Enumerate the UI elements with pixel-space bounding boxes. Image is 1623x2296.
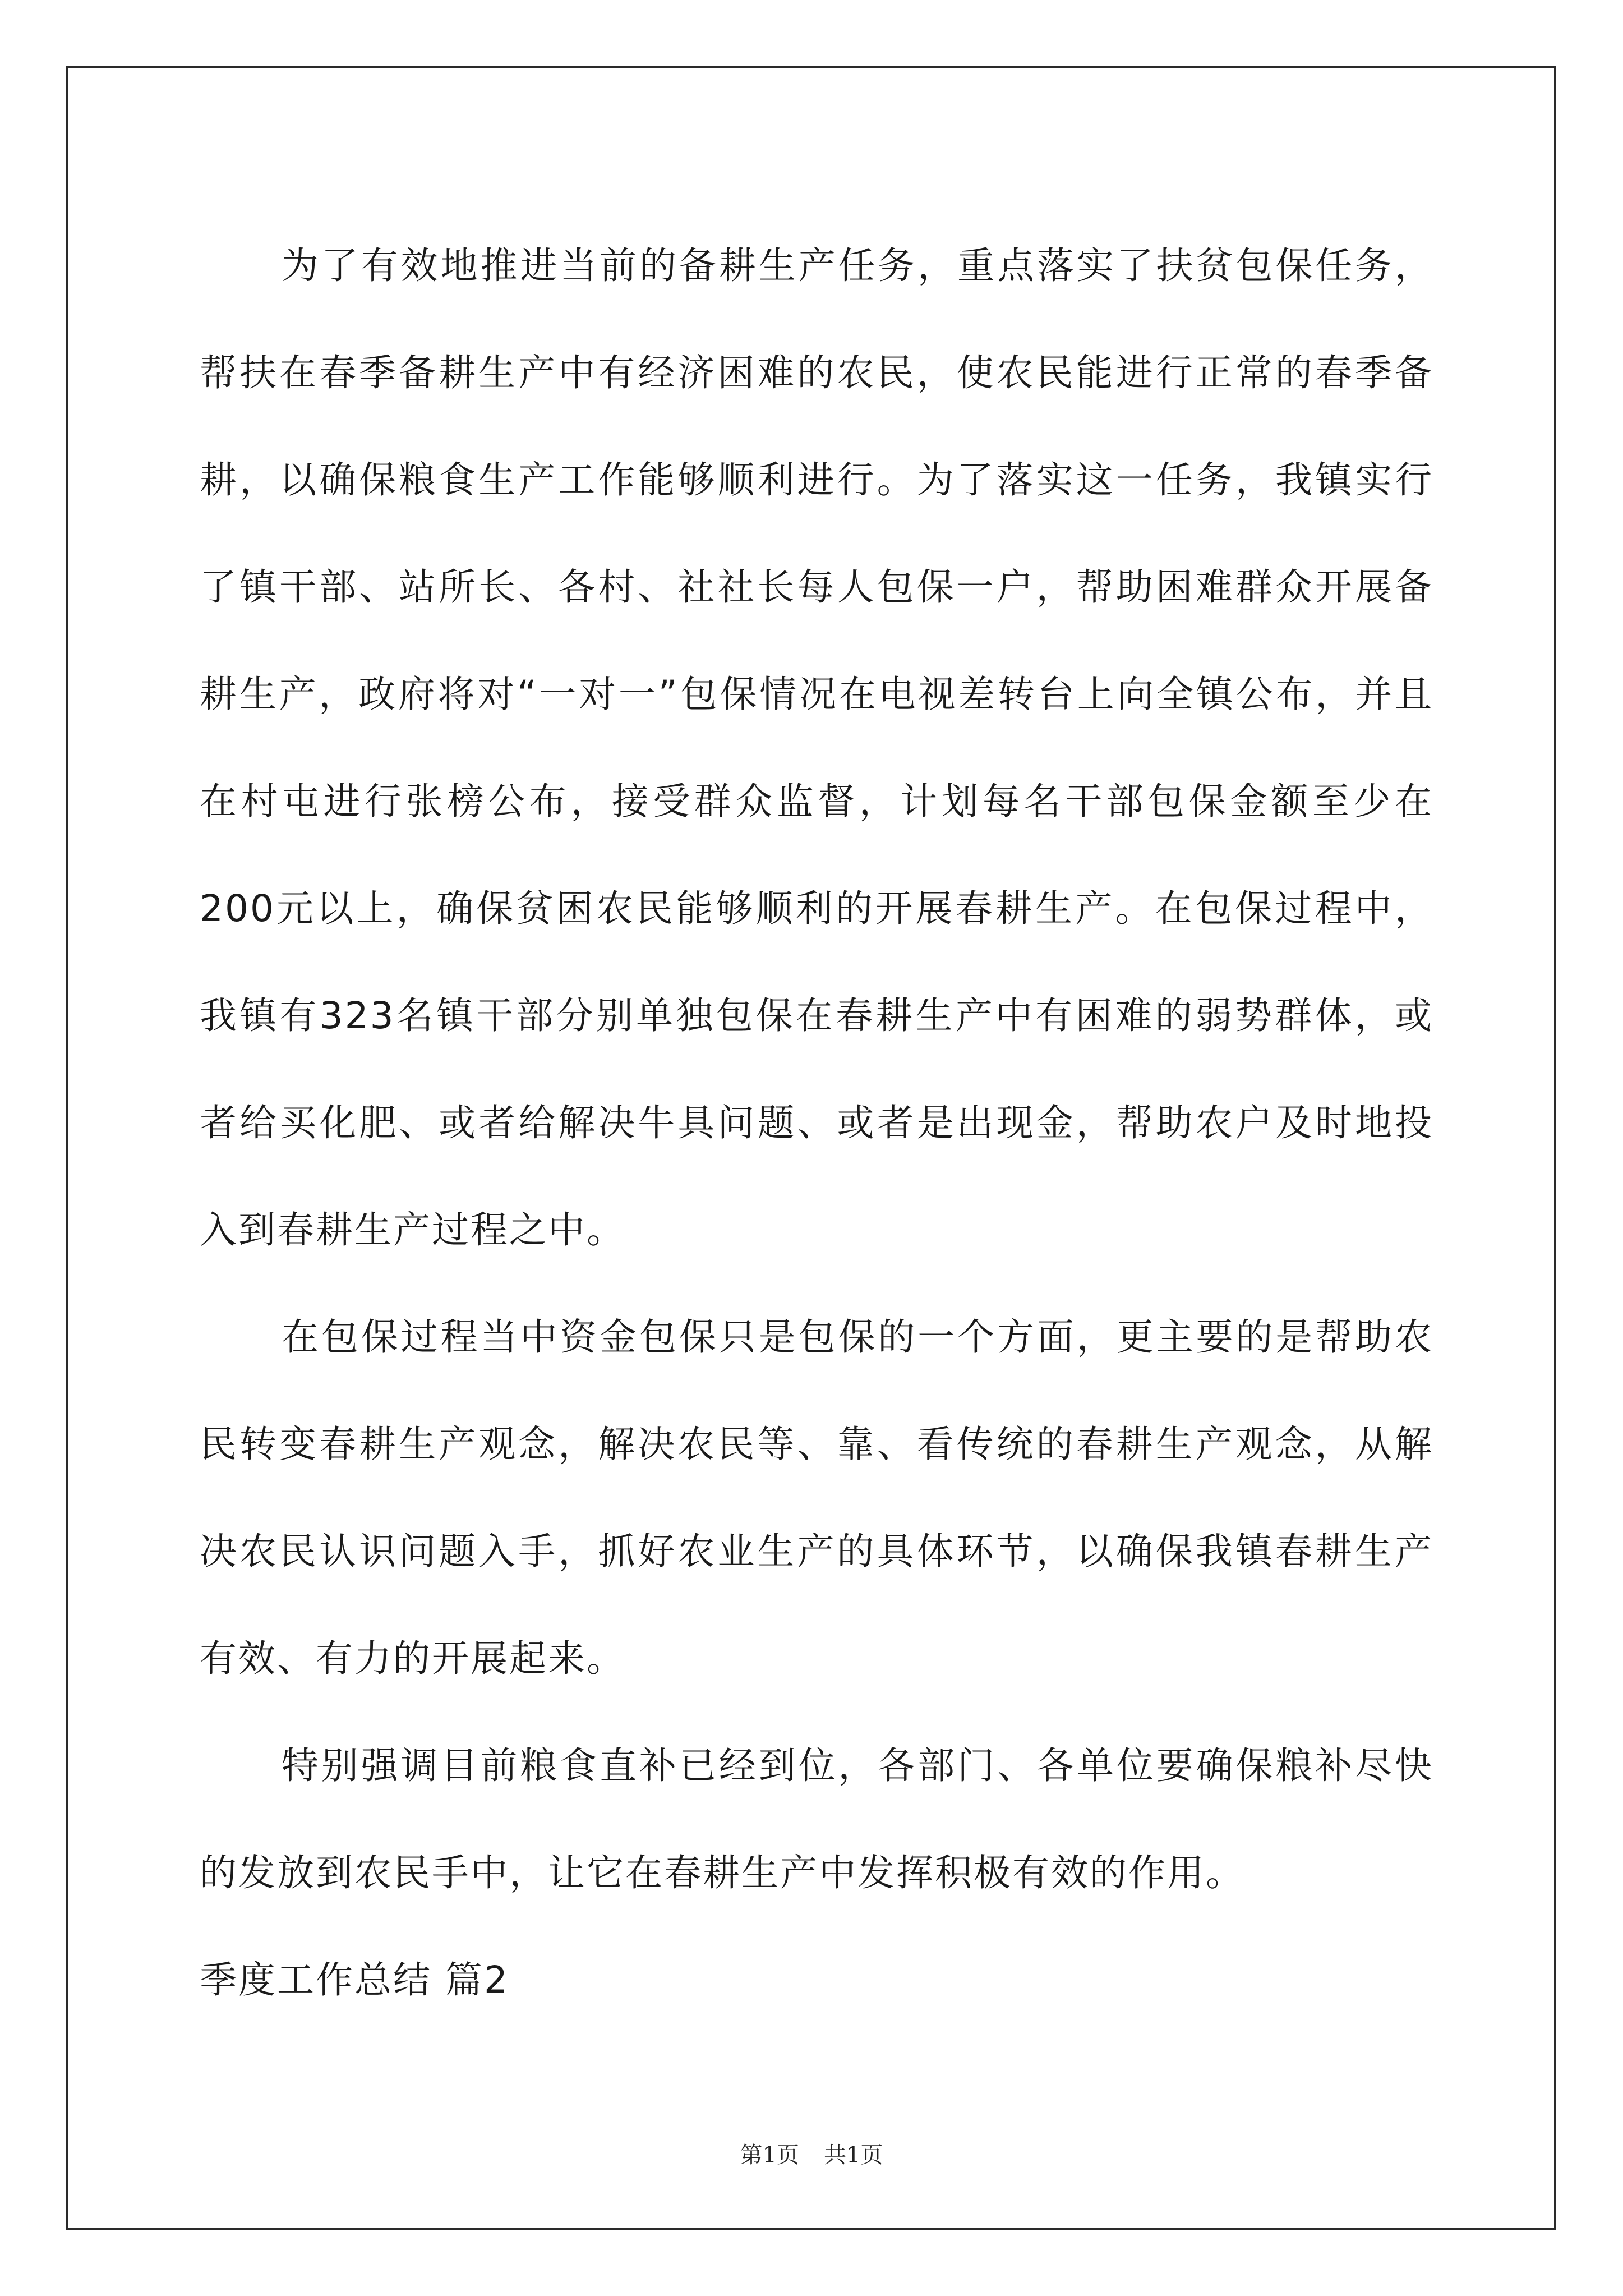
document-body: [200, 212, 1433, 2033]
page-footer: [0, 2137, 1623, 2169]
page-number: 第1页: [740, 2142, 799, 2168]
paragraph-2: 在包保过程当中资金包保只是包保的一个方面，更主要的是帮助农民转变春耕生产观念，解决农民等、靠、看传统的春耕生产观念，从解决农民认识问题入手，抓好农业生产的具体环节，以确保我镇春耕生产有效、有力的开展起来。: [200, 1315, 1433, 1680]
page-total: 共1页: [824, 2142, 883, 2168]
paragraph-3: 特别强调目前粮食直补已经到位，各部门、各单位要确保粮补尽快的发放到农民手中，让它在春耕生产中发挥积极有效的作用。: [200, 1744, 1433, 1894]
section-heading: 季度工作总结 篇2: [200, 1958, 509, 2001]
paragraph-1: 为了有效地推进当前的备耕生产任务，重点落实了扶贫包保任务，帮扶在春季备耕生产中有经济困难的农民，使农民能进行正常的春季备耕，以确保粮食生产工作能够顺利进行。为了落实这一任务，我镇实行了镇干部、站所长、各村、社社长每人包保一户，帮助困难群众开展备耕生产，政府将对“一对一”包保情况在电视差转台上向全镇公布，并且在村屯进行张榜公布，接受群众监督，计划每名干部包保金额至少在200元以上，确保贫困农民能够顺利的开展春耕生产。在包保过程中，我镇有323名镇干部分别单独包保在春耕生产中有困难的弱势群体，或者给买化肥、或者给解决牛具问题、或者是出现金，帮助农户及时地投入到春耕生产过程之中。: [200, 244, 1433, 1251]
